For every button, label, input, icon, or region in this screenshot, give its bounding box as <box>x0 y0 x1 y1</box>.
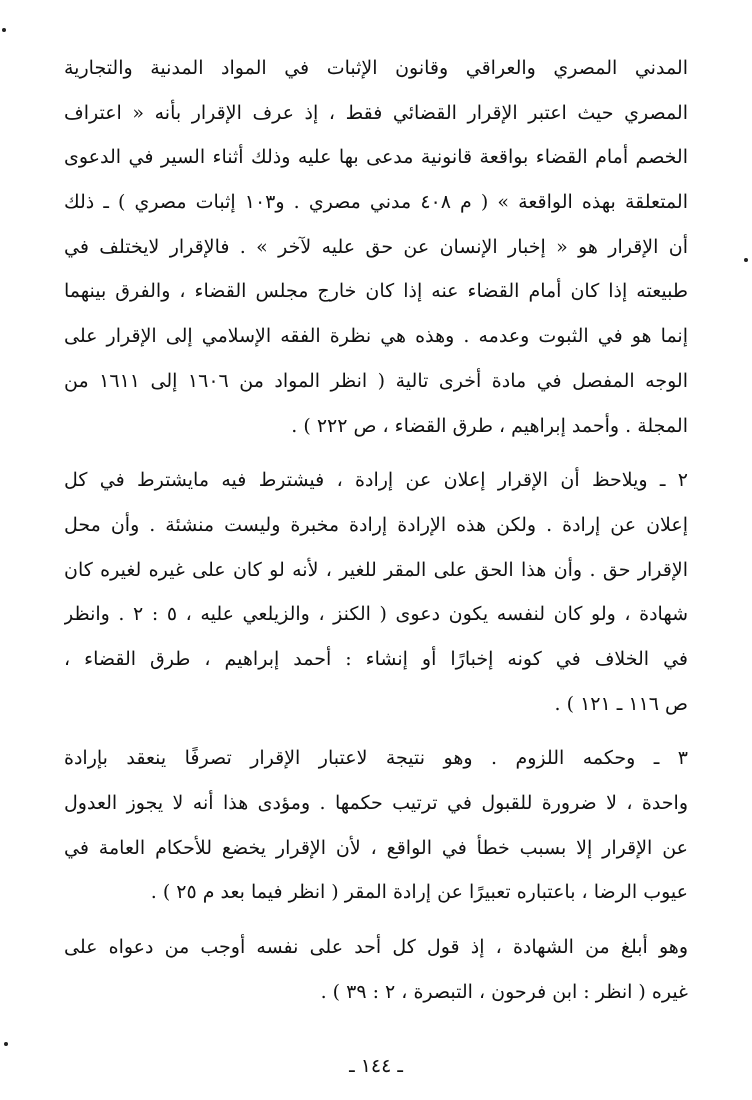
scan-speck <box>744 258 748 262</box>
body-text <box>64 46 688 1014</box>
text-line: ٢ ـ ويلاحظ أن الإقرار إعلان عن إرادة ، فيشترط فيه مايشترط في كل <box>64 469 688 492</box>
paragraph-gap <box>64 726 688 736</box>
scan-speck <box>4 1042 8 1046</box>
text-line: شهادة ، ولو كان لنفسه يكون دعوى ( الكنز ، والزيلعي عليه ، ٥ : ٢ . وانظر <box>64 603 688 626</box>
text-line: المدني المصري والعراقي وقانون الإثبات في المواد المدنية والتجارية <box>64 57 688 79</box>
page-number: ـ ١٤٤ ـ <box>349 1055 403 1077</box>
text-line: ٣ ـ وحكمه اللزوم . وهو نتيجة لاعتبار الإقرار تصرفًا ينعقد بإرادة <box>64 747 688 770</box>
text-line: الخصم أمام القضاء بواقعة قانونية مدعى بها عليه وذلك أثناء السير في الدعوى <box>64 146 688 169</box>
text-line: غيره ( انظر : ابن فرحون ، التبصرة ، ٢ : ٣٩ ) . <box>320 980 688 1003</box>
paragraph-2 <box>64 458 688 726</box>
text-line: المجلة . وأحمد إبراهيم ، طرق القضاء ، ص ٢٢٢ ) . <box>291 414 688 437</box>
text-line: طبيعته إذا كان أمام القضاء عنه إذا كان خارج مجلس القضاء ، والفرق بينهما <box>64 280 688 303</box>
text-line: المصري حيث اعتبر الإقرار القضائي فقط ، إذ عرف الإقرار بأنه « اعتراف <box>64 101 688 124</box>
paragraph-continuation <box>64 46 688 448</box>
text-line: المتعلقة بهذه الواقعة » ( م ٤٠٨ مدني مصري . و١٠٣ إثبات مصري ) ـ ذلك <box>64 191 688 214</box>
paragraph-gap <box>64 915 688 925</box>
text-line: عن الإقرار إلا بسبب خطأ في الواقع ، لأن الإقرار يخضع للأحكام العامة في <box>64 836 688 859</box>
text-line: ص ١١٦ ـ ١٢١ ) . <box>554 692 688 715</box>
text-line: الوجه المفصل في مادة أخرى تالية ( انظر المواد من ١٦٠٦ إلى ١٦١١ من <box>64 369 688 392</box>
text-line: إعلان عن إرادة . ولكن هذه الإرادة إرادة مخبرة وليست منشئة . وأن محل <box>64 513 688 536</box>
paragraph-3 <box>64 736 688 915</box>
text-line: أن الإقرار هو « إخبار الإنسان عن حق عليه لآخر » . فالإقرار لايختلف في <box>64 235 688 258</box>
scan-speck <box>2 28 6 32</box>
text-line: واحدة ، لا ضرورة للقبول في ترتيب حكمها . ومؤدى هذا أنه لا يجوز العدول <box>64 792 688 814</box>
text-line: إنما هو في الثبوت وعدمه . وهذه هي نظرة الفقه الإسلامي إلى الإقرار على <box>64 325 688 348</box>
paragraph-gap <box>64 448 688 458</box>
paragraph-4 <box>64 925 688 1014</box>
text-line: الإقرار حق . وأن هذا الحق على المقر للغير ، لأنه لو كان على غيره لغيره كان <box>64 558 688 581</box>
text-line: في الخلاف في كونه إخبارًا أو إنشاء : أحمد إبراهيم ، طرق القضاء ، <box>64 647 688 670</box>
text-line: عيوب الرضا ، باعتباره تعبيرًا عن إرادة المقر ( انظر فيما بعد م ٢٥ ) . <box>150 881 688 904</box>
text-line: وهو أبلغ من الشهادة ، إذ قول كل أحد على نفسه أوجب من دعواه على <box>64 936 688 959</box>
